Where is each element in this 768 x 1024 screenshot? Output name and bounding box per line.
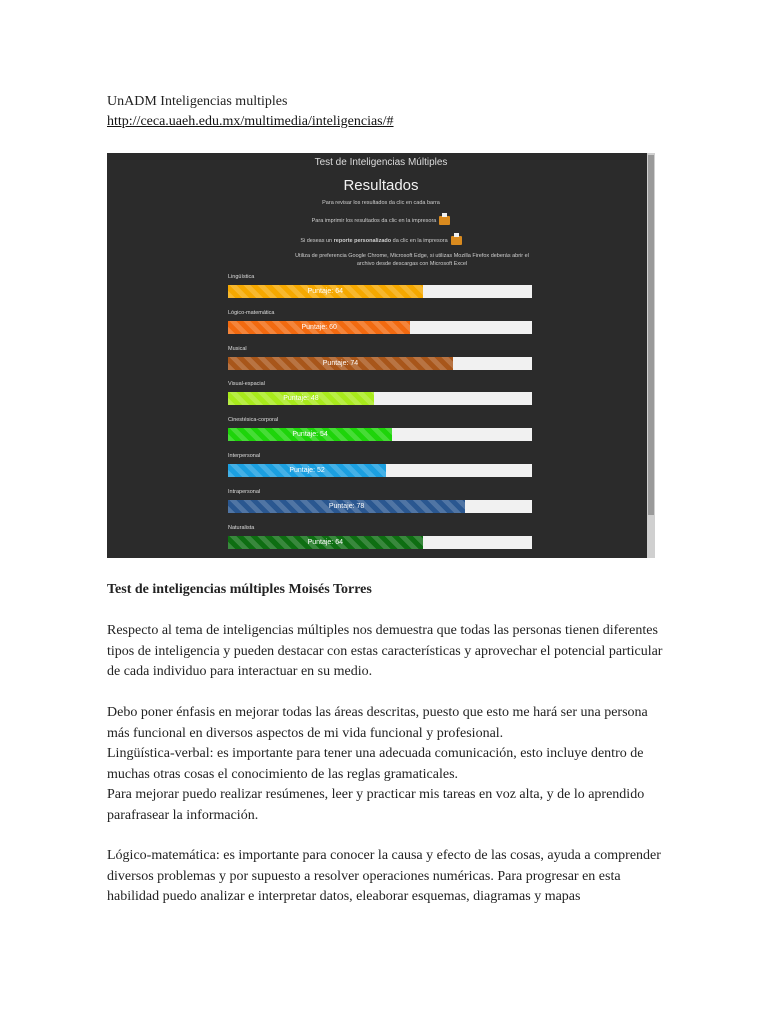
paragraph-2b: Lingüística-verbal: es importante para tener una adecuada comunicación, esto incluye dentro de muchas otras cosas el conocimiento de las reglas gramaticales. (107, 746, 644, 782)
result-bar[interactable] (228, 428, 532, 441)
bar-score: Puntaje: 60 (301, 323, 337, 331)
report-text-pre: Si deseas un (300, 237, 334, 244)
instruction-report (107, 236, 655, 245)
result-bar[interactable] (228, 464, 532, 477)
paragraph-2 (107, 703, 667, 826)
source-link[interactable]: http://ceca.uaeh.edu.mx/multimedia/inteligencias/# (107, 114, 394, 129)
instruction-print (107, 216, 655, 225)
bar-score: Puntaje: 64 (307, 538, 343, 546)
bar-label: Musical (228, 345, 247, 352)
result-bar[interactable] (228, 536, 532, 549)
paragraph-2c: Para mejorar puedo realizar resúmenes, leer y practicar mis tareas en voz alta, y de lo aprendido parafrasear la información. (107, 787, 645, 823)
bar-label: Naturalista (228, 524, 255, 531)
paragraph-3: Lógico-matemática: es importante para conocer la causa y efecto de las cosas, ayuda a comprender diversos problemas y por supuesto a resolver operaciones numéricas. Para progresar en esta habilidad puedo analizar e interpretar datos, eleaborar esquemas, diagramas y mapas (107, 848, 661, 904)
section-heading: Test de inteligencias múltiples Moisés Torres (107, 582, 372, 597)
bar-label: Lógico-matemática (228, 309, 275, 316)
paragraph-2a: Debo poner énfasis en mejorar todas las áreas descritas, puesto que esto me hará ser una persona más funcional en diversos aspectos de mi vida funcional y profesional. (107, 705, 648, 741)
document-header (107, 92, 667, 132)
instruction-review: Para revisar los resultados da clic en cada barra (322, 200, 440, 206)
report-text-bold: reporte personalizado (333, 237, 392, 244)
scrollbar-thumb[interactable] (648, 155, 654, 515)
bar-label: Intrapersonal (228, 488, 261, 495)
results-heading: Resultados (343, 177, 419, 194)
bar-label: Lingüística (228, 274, 255, 280)
doc-title-line: UnADM Inteligencias multiples (107, 94, 288, 109)
result-bar[interactable] (228, 321, 532, 334)
report-text-post: da clic en la impresora (391, 237, 448, 244)
result-bar[interactable] (228, 285, 532, 298)
bar-score: Puntaje: 64 (307, 288, 343, 295)
instruction-print-text: Para imprimir los resultados da clic en la impresora (311, 217, 437, 224)
bar-score: Puntaje: 54 (292, 431, 328, 439)
scrollbar[interactable] (647, 153, 655, 558)
bar-score: Puntaje: 48 (283, 395, 319, 403)
result-bar[interactable] (228, 500, 532, 513)
browser-note: Utiliza de preferencia Google Chrome, Microsoft Edge, si utilizas Mozilla Firefox deberás abrir el archivo desde descargas con Microsoft Excel (295, 253, 529, 267)
bar-score: Puntaje: 74 (322, 359, 359, 367)
report-printer-icon[interactable] (451, 236, 462, 245)
printer-icon[interactable] (439, 216, 450, 225)
result-bar[interactable] (228, 357, 532, 370)
test-title: Test de Inteligencias Múltiples (314, 157, 448, 168)
paragraph-1: Respecto al tema de inteligencias múltiples nos demuestra que todas las personas tienen diferentes tipos de inteligencia y pueden destacar con estas características y aprovechar el potencial particular de cada individuo para interactuar en su medio. (107, 623, 663, 679)
bar-label: Visual-espacial (228, 381, 265, 388)
result-bar[interactable] (228, 392, 532, 405)
bar-score: Puntaje: 52 (289, 467, 325, 474)
bar-score: Puntaje: 78 (328, 502, 365, 510)
bar-label: Cinestésica-corporal (228, 417, 279, 424)
results-screenshot (107, 153, 655, 558)
bar-label: Interpersonal (228, 453, 261, 459)
